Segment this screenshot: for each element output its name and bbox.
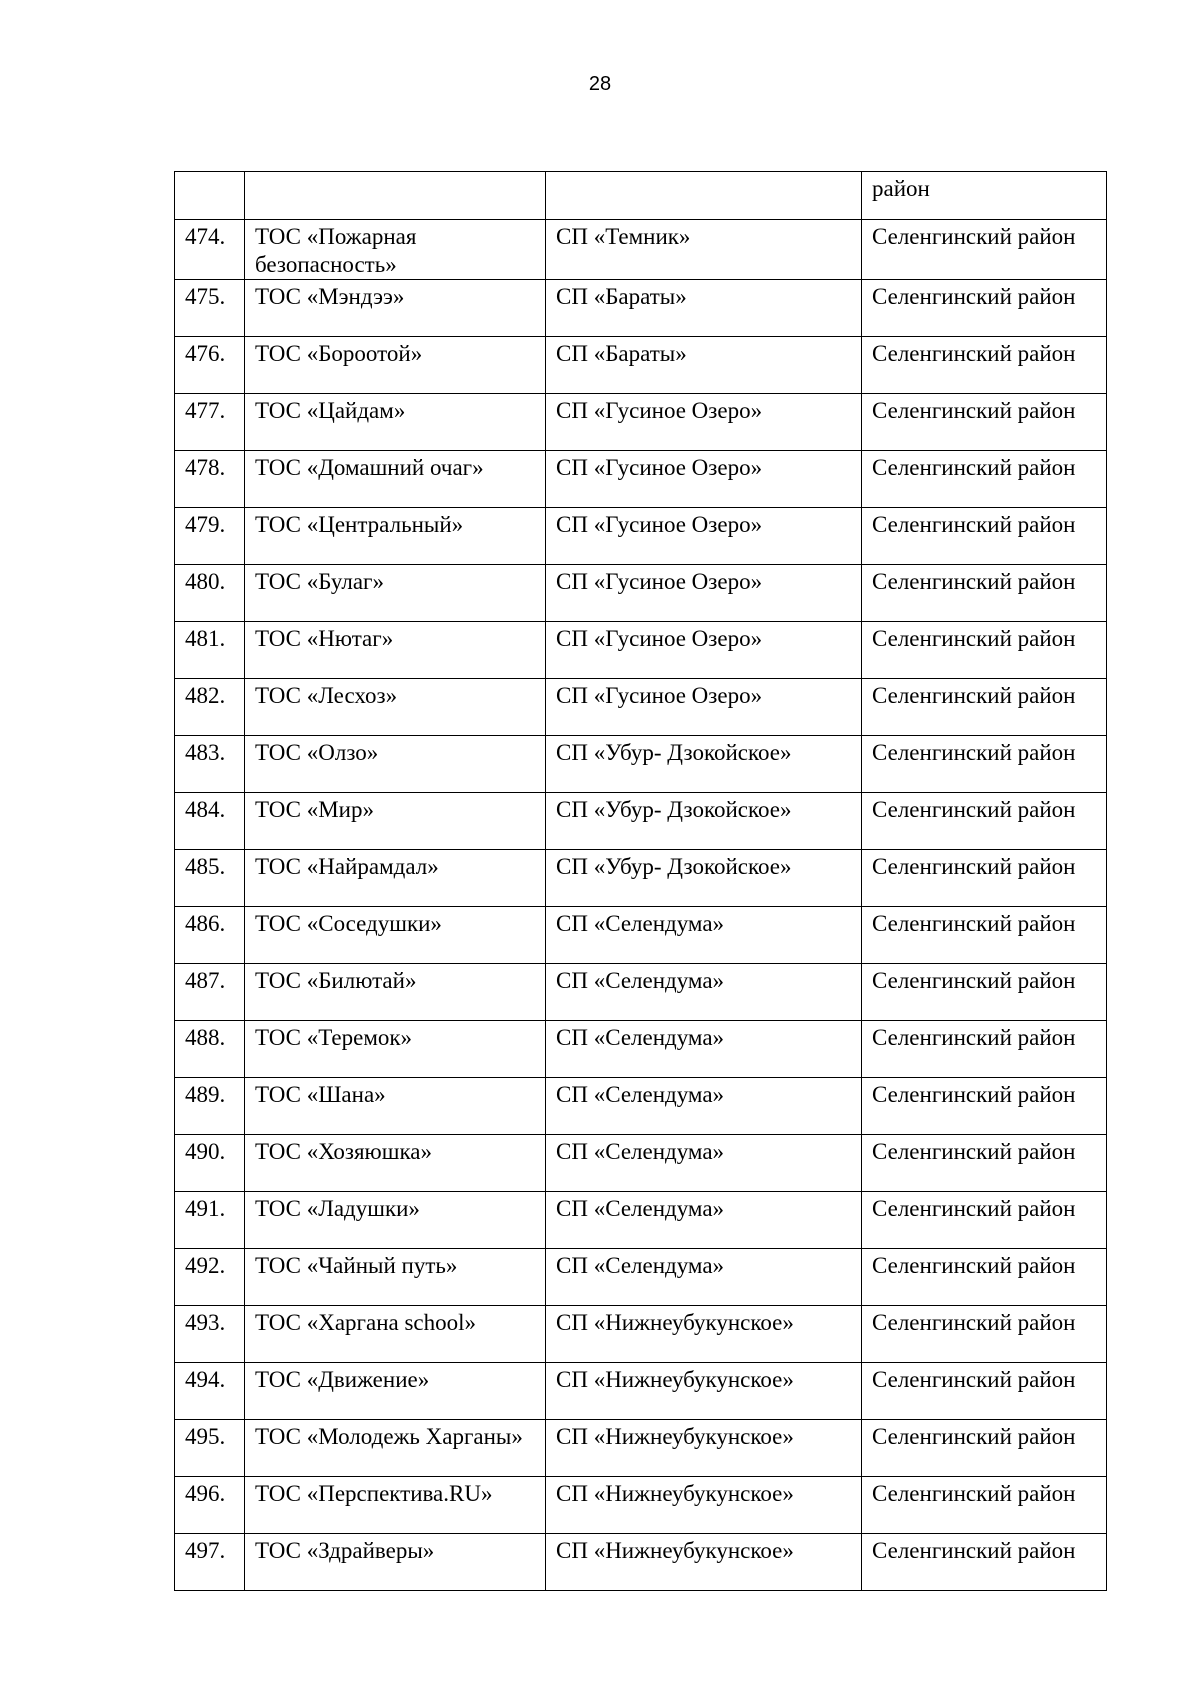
table-row (175, 565, 1107, 622)
table-row (175, 280, 1107, 337)
district-cell: Селенгинский район (862, 964, 1107, 1021)
tos-name-cell: ТОС «Найрамдал» (245, 850, 546, 907)
tos-name-cell: ТОС «Здрайверы» (245, 1534, 546, 1591)
district-cell: Селенгинский район (862, 1477, 1107, 1534)
row-number-cell: 497. (175, 1534, 245, 1591)
tos-name-cell: ТОС «Нютаг» (245, 622, 546, 679)
settlement-cell: СП «Гусиное Озеро» (546, 622, 862, 679)
tos-name-cell: ТОС «Движение» (245, 1363, 546, 1420)
district-cell: Селенгинский район (862, 451, 1107, 508)
table-row (175, 964, 1107, 1021)
row-number-cell: 474. (175, 220, 245, 280)
district-cell: район (862, 172, 1107, 220)
district-cell: Селенгинский район (862, 793, 1107, 850)
district-cell: Селенгинский район (862, 907, 1107, 964)
tos-name-cell: ТОС «Центральный» (245, 508, 546, 565)
tos-name-cell: ТОС «Хозяюшка» (245, 1135, 546, 1192)
table-row (175, 1021, 1107, 1078)
district-cell: Селенгинский район (862, 736, 1107, 793)
district-cell: Селенгинский район (862, 1363, 1107, 1420)
tos-name-cell: ТОС «Домашний очаг» (245, 451, 546, 508)
row-number-cell: 495. (175, 1420, 245, 1477)
table-row (175, 1420, 1107, 1477)
district-cell: Селенгинский район (862, 1135, 1107, 1192)
table-row (175, 679, 1107, 736)
row-number-cell: 481. (175, 622, 245, 679)
row-number-cell: 493. (175, 1306, 245, 1363)
tos-name-cell: ТОС «Шана» (245, 1078, 546, 1135)
table-row (175, 622, 1107, 679)
district-cell: Селенгинский район (862, 1192, 1107, 1249)
table-row (175, 1534, 1107, 1591)
settlement-cell: СП «Селендума» (546, 1249, 862, 1306)
row-number-cell: 488. (175, 1021, 245, 1078)
page-number: 28 (588, 73, 612, 95)
table-row (175, 1192, 1107, 1249)
settlement-cell: СП «Убур- Дзокойское» (546, 793, 862, 850)
row-number-cell (175, 172, 245, 220)
tos-name-cell: ТОС «Перспектива.RU» (245, 1477, 546, 1534)
district-cell: Селенгинский район (862, 622, 1107, 679)
tos-name-cell: ТОС «Цайдам» (245, 394, 546, 451)
settlement-cell: СП «Бараты» (546, 280, 862, 337)
settlement-cell: СП «Гусиное Озеро» (546, 679, 862, 736)
district-cell: Селенгинский район (862, 1534, 1107, 1591)
row-number-cell: 475. (175, 280, 245, 337)
district-cell: Селенгинский район (862, 394, 1107, 451)
settlement-cell: СП «Гусиное Озеро» (546, 508, 862, 565)
tos-name-cell: ТОС «Ладушки» (245, 1192, 546, 1249)
settlement-cell: СП «Нижнеубукунское» (546, 1534, 862, 1591)
settlement-cell: СП «Селендума» (546, 1135, 862, 1192)
table-row (175, 220, 1107, 280)
settlement-cell: СП «Нижнеубукунское» (546, 1306, 862, 1363)
tos-name-cell: ТОС «Билютай» (245, 964, 546, 1021)
row-number-cell: 476. (175, 337, 245, 394)
tos-name-cell: ТОС «Олзо» (245, 736, 546, 793)
row-number-cell: 477. (175, 394, 245, 451)
table-row (175, 394, 1107, 451)
table-row (175, 1135, 1107, 1192)
district-cell: Селенгинский район (862, 1078, 1107, 1135)
settlement-cell: СП «Нижнеубукунское» (546, 1477, 862, 1534)
table-row (175, 508, 1107, 565)
tos-name-cell: ТОС «Чайный путь» (245, 1249, 546, 1306)
tos-name-cell: ТОС «Соседушки» (245, 907, 546, 964)
row-number-cell: 479. (175, 508, 245, 565)
table-row (175, 1477, 1107, 1534)
district-cell: Селенгинский район (862, 850, 1107, 907)
table-row (175, 337, 1107, 394)
row-number-cell: 487. (175, 964, 245, 1021)
district-cell: Селенгинский район (862, 280, 1107, 337)
row-number-cell: 485. (175, 850, 245, 907)
district-cell: Селенгинский район (862, 1021, 1107, 1078)
tos-name-cell: ТОС «Мэндээ» (245, 280, 546, 337)
tos-name-cell (245, 172, 546, 220)
settlement-cell: СП «Темник» (546, 220, 862, 280)
settlement-cell: СП «Убур- Дзокойское» (546, 736, 862, 793)
settlement-cell (546, 172, 862, 220)
tos-name-cell: ТОС «Теремок» (245, 1021, 546, 1078)
tos-name-cell: ТОС «Бороотой» (245, 337, 546, 394)
district-cell: Селенгинский район (862, 220, 1107, 280)
row-number-cell: 494. (175, 1363, 245, 1420)
row-number-cell: 491. (175, 1192, 245, 1249)
settlement-cell: СП «Гусиное Озеро» (546, 565, 862, 622)
table-body (175, 172, 1107, 1591)
settlement-cell: СП «Нижнеубукунское» (546, 1363, 862, 1420)
district-cell: Селенгинский район (862, 679, 1107, 736)
settlement-cell: СП «Селендума» (546, 907, 862, 964)
row-number-cell: 486. (175, 907, 245, 964)
tos-name-cell: ТОС «Харгана school» (245, 1306, 546, 1363)
settlement-cell: СП «Гусиное Озеро» (546, 394, 862, 451)
table-row (175, 907, 1107, 964)
settlement-cell: СП «Гусиное Озеро» (546, 451, 862, 508)
district-cell: Селенгинский район (862, 337, 1107, 394)
row-number-cell: 480. (175, 565, 245, 622)
settlement-cell: СП «Убур- Дзокойское» (546, 850, 862, 907)
row-number-cell: 490. (175, 1135, 245, 1192)
district-cell: Селенгинский район (862, 1306, 1107, 1363)
row-number-cell: 496. (175, 1477, 245, 1534)
district-cell: Селенгинский район (862, 508, 1107, 565)
table-row (175, 1306, 1107, 1363)
table-row (175, 736, 1107, 793)
tos-name-cell: ТОС «Молодежь Харганы» (245, 1420, 546, 1477)
settlement-cell: СП «Бараты» (546, 337, 862, 394)
table-row (175, 1078, 1107, 1135)
district-cell: Селенгинский район (862, 565, 1107, 622)
table-row (175, 1363, 1107, 1420)
settlement-cell: СП «Селендума» (546, 1021, 862, 1078)
settlement-cell: СП «Селендума» (546, 1192, 862, 1249)
table-row (175, 1249, 1107, 1306)
table-row (175, 451, 1107, 508)
continuation-row (175, 172, 1107, 220)
row-number-cell: 483. (175, 736, 245, 793)
row-number-cell: 489. (175, 1078, 245, 1135)
settlement-cell: СП «Нижнеубукунское» (546, 1420, 862, 1477)
settlement-cell: СП «Селендума» (546, 1078, 862, 1135)
tos-registry-table (174, 171, 1107, 1591)
row-number-cell: 492. (175, 1249, 245, 1306)
row-number-cell: 484. (175, 793, 245, 850)
row-number-cell: 482. (175, 679, 245, 736)
tos-name-cell: ТОС «Мир» (245, 793, 546, 850)
district-cell: Селенгинский район (862, 1249, 1107, 1306)
tos-name-cell: ТОС «Булаг» (245, 565, 546, 622)
tos-name-cell: ТОС «Пожарная безопасность» (245, 220, 546, 280)
district-cell: Селенгинский район (862, 1420, 1107, 1477)
tos-name-cell: ТОС «Лесхоз» (245, 679, 546, 736)
table-row (175, 793, 1107, 850)
settlement-cell: СП «Селендума» (546, 964, 862, 1021)
row-number-cell: 478. (175, 451, 245, 508)
table-row (175, 850, 1107, 907)
